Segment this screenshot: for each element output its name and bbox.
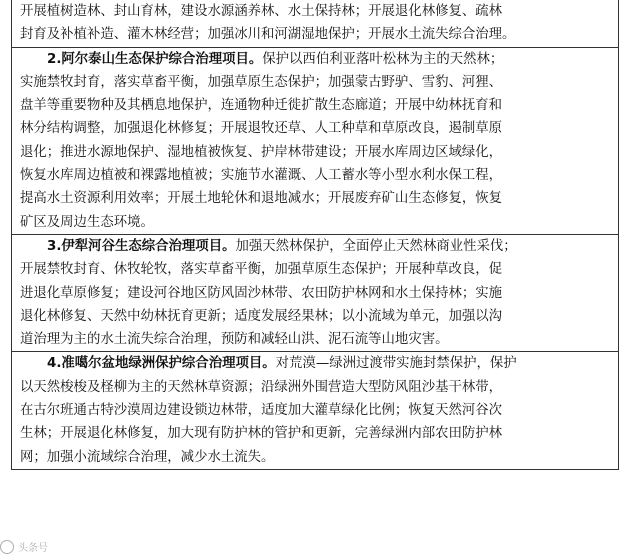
- project-heading-rest: 对荒漠—绿洲过渡带实施封禁保护，保护: [275, 356, 517, 372]
- text-line: 退化；推进水源地保护、湿地植被恢复、护岸林带建设；开展水库周边区域绿化，: [20, 144, 503, 160]
- project-heading-line: [20, 235, 610, 258]
- project-heading-rest: 保护以西伯利亚落叶松林为主的天然林；: [262, 51, 504, 67]
- text-line: 矿区及周边生态环境。: [20, 214, 154, 230]
- text-line: 恢复水库周边植被和裸露地植被；实施节水灌溉、人工蓄水等小型水利水保工程，: [20, 168, 503, 184]
- project-title: 3.伊犁河谷生态综合治理项目。: [47, 238, 236, 254]
- text-line: 开展植树造林、封山育林，建设水源涵养林、水土保持林；开展退化林修复、疏林: [20, 4, 503, 19]
- project-heading-line: [20, 48, 610, 71]
- watermark-text: 头条号: [18, 543, 48, 554]
- text-line: 进退化草原修复；建设河谷地区防风固沙林带、农田防护林网和水土保持林；实施: [20, 285, 503, 301]
- text-line: 退化林修复、天然中幼林抚育更新；适度发展经果林；以小流域为单元，加强以沟: [20, 308, 503, 324]
- project-title: 2.阿尔泰山生态保护综合治理项目。: [47, 51, 263, 67]
- project-title: 4.准噶尔盆地绿洲保护综合治理项目。: [47, 356, 276, 372]
- watermark-logo-icon: [0, 540, 14, 554]
- text-line: 生林；开展退化林修复，加大现有防护林的管护和更新，完善绿洲内部农田防护林: [20, 426, 503, 442]
- text-line: 网；加强小流域综合治理，减少水土流失。: [20, 449, 275, 465]
- text-line: 封育及补植补造、灌木林经营；加强冰川和河湖湿地保护；开展水土流失综合治理。: [20, 27, 516, 43]
- project-heading-rest: 加强天然林保护，全面停止天然林商业性采伐；: [235, 238, 517, 254]
- table-cell-2: [12, 47, 618, 234]
- text-line: 盘羊等重要物种及其栖息地保护，连通物种迁徙扩散生态廊道；开展中幼林抚育和: [20, 98, 503, 114]
- text-line: 以天然梭梭及柽柳为主的天然林草资源；沿绿洲外围营造大型防风阻沙基干林带，: [20, 379, 503, 395]
- text-line: 林分结构调整，加强退化林修复；开展退牧还草、人工种草和草原改良，遏制草原: [20, 121, 503, 137]
- watermark: [0, 539, 48, 554]
- project-heading-line: [20, 352, 610, 375]
- table-cell-3: [12, 234, 618, 351]
- text-line: 道治理为主的水土流失综合治理，预防和减轻山洪、泥石流等山地灾害。: [20, 332, 449, 348]
- text-line: 实施禁牧封育，落实草畜平衡，加强草原生态保护；加强蒙古野驴、雪豹、河狸、: [20, 74, 503, 90]
- text-line: 提高水土资源利用效率；开展土地轮休和退地减水；开展废弃矿山生态修复，恢复: [20, 191, 503, 207]
- text-line: 在古尔班通古特沙漠周边建设锁边林带，适度加大灌草绿化比例；恢复天然河谷次: [20, 403, 503, 419]
- document-table: [11, 0, 619, 470]
- text-line: 开展禁牧封育、休牧轮牧，落实草畜平衡，加强草原生态保护；开展种草改良，促: [20, 262, 503, 278]
- table-cell-4: [12, 351, 618, 468]
- table-cell-1: [12, 0, 618, 47]
